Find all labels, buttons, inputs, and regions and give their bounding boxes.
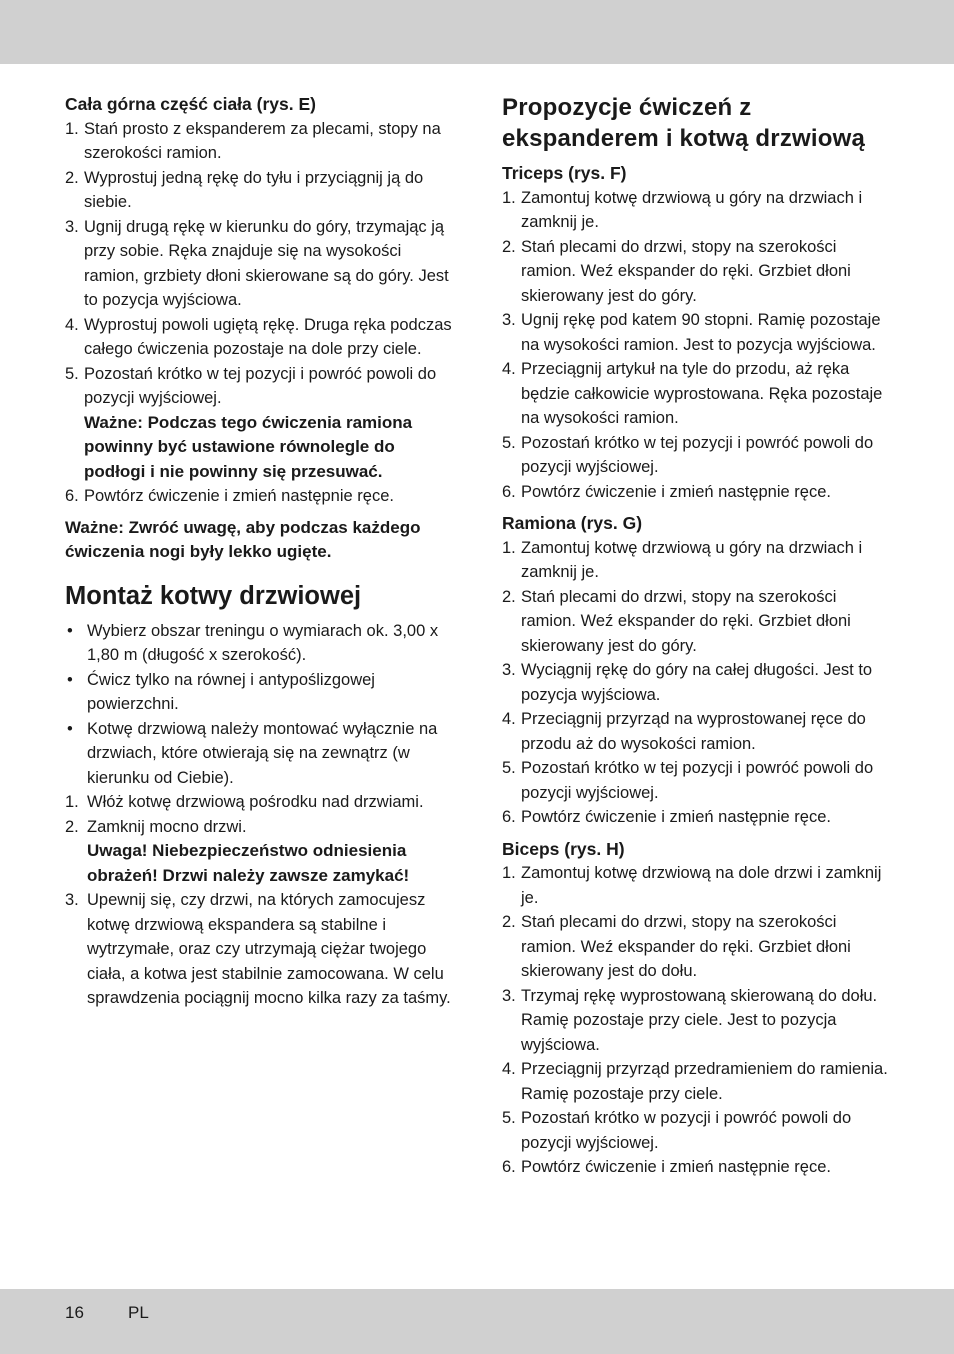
step-text: Wyprostuj jedną rękę do tyłu i przyciągnij ją do siebie. [84,168,424,211]
step-number: 6. [502,808,516,826]
list-item [65,790,452,815]
list-item [502,536,894,585]
left-column [65,92,452,1011]
bullet-item [65,668,452,717]
step-text: Stań plecami do drzwi, stopy na szerokości ramion. Weź ekspander do ręki. Grzbiet dłoni skierowany jest do góry. [521,237,851,305]
list-item [502,1057,894,1106]
step-number: 2. [502,587,516,606]
step-number: 2. [65,817,79,836]
step-number: 6. [65,487,79,505]
step-number: 3. [502,661,516,679]
list-item [502,861,894,910]
step-text: Wyprostuj powoli ugiętą rękę. Druga ręka podczas całego ćwiczenia pozostaje na dole przy ciele. [84,315,452,358]
step-number: 5. [502,433,516,452]
header-band [0,0,954,64]
list-item [65,362,452,485]
step-text: Powtórz ćwiczenie i zmień następnie ręce. [84,487,394,505]
step-warning-note: Uwaga! Niebezpieczeństwo odniesienia obrażeń! Drzwi należy zawsze zamykać! [87,841,410,885]
list-item [65,166,452,215]
step-text: Przeciągnij przyrząd na wyprostowanej ręce do przodu aż do wysokości ramion. [521,710,866,753]
list-item [502,186,894,235]
step-text: Przeciągnij artykuł na tyle do przodu, aż ręka będzie całkowicie wyprostowana. Ręka pozostaje na wysokości ramion. [521,360,883,427]
section-title-biceps: Biceps (rys. H) [502,838,625,859]
step-number: 1. [502,538,516,557]
step-number: 4. [502,1060,516,1078]
list-item [65,215,452,313]
step-text: Stań plecami do drzwi, stopy na szerokości ramion. Weź ekspander do ręki. Grzbiet dłoni skierowany jest do góry. [521,587,851,655]
step-number: 5. [502,1109,516,1127]
section-title-door-anchor: Montaż kotwy drzwiowej [65,581,362,610]
biceps-steps [502,861,894,1180]
bullet-item [65,619,452,668]
step-text: Pozostań krótko w pozycji i powróć powoli do pozycji wyjściowej. [521,1109,852,1152]
list-item [502,1155,894,1180]
bullet-text: Wybierz obszar treningu o wymiarach ok. 3,00 x 1,80 m (długość x szerokość). [87,621,439,664]
list-item [502,480,894,505]
step-number: 6. [502,1158,516,1176]
step-number: 2. [502,237,516,256]
upper-body-steps [65,117,452,509]
bullet-text: Ćwicz tylko na równej i antypoślizgowej powierzchni. [87,670,375,713]
step-text: Stań plecami do drzwi, stopy na szerokości ramion. Weź ekspander do ręki. Grzbiet dłoni skierowany jest do dołu. [521,913,851,980]
shoulders-steps [502,536,894,830]
step-text: Powtórz ćwiczenie i zmień następnie ręce. [521,482,831,501]
bullet-dot-icon: • [67,719,73,738]
step-text: Wyciągnij rękę do góry na całej długości. Jest to pozycja wyjściowa. [521,661,873,704]
step-number: 3. [502,986,516,1005]
door-anchor-bullets [65,619,452,791]
step-text: Zamontuj kotwę drzwiową u góry na drzwiach i zamknij je. [521,538,863,581]
bullet-dot-icon: • [67,670,73,689]
step-number: 6. [502,482,516,501]
section-title-triceps: Triceps (rys. F) [502,163,627,183]
bullet-item [65,717,452,791]
step-number: 4. [502,360,516,378]
step-number: 1. [65,793,79,811]
list-item [502,805,894,830]
step-text: Ugnij rękę pod katem 90 stopni. Ramię pozostaje na wysokości ramion. Jest to pozycja wyjściowa. [521,311,881,354]
step-number: 5. [65,364,79,383]
step-text: Upewnij się, czy drzwi, na których zamocujesz kotwę drzwiową ekspandera są stabilne i wytrzymałe, oraz czy utrzymają ciężar twojego ciała, a kotwa jest stabilnie zamocowana. W celu sprawdzenia pociągnij mocno kilka razy za taśmy. [87,891,451,1007]
step-text: Ugnij drugą rękę w kierunku do góry, trzymając ją przy sobie. Ręka znajduje się na wysokości ramion, grzbiety dłoni skierowane są do góry. Jest to pozycja wyjściowa. [84,217,449,309]
section-title-shoulders: Ramiona (rys. G) [502,513,643,533]
list-item [502,910,894,984]
step-text: Przeciągnij przyrząd przedramieniem do ramienia. Ramię pozostaje przy ciele. [521,1060,888,1103]
step-text: Zamontuj kotwę drzwiową na dole drzwi i zamknij je. [521,864,882,907]
list-item [502,431,894,480]
step-warning-note: Ważne: Podczas tego ćwiczenia ramiona powinny być ustawione równolegle do podłogi i nie powinny się przesuwać. [84,412,413,481]
language-code: PL [128,1303,149,1322]
legs-note: Ważne: Zwróć uwagę, aby podczas każdego ćwiczenia nogi były lekko ugięte. [65,517,421,561]
step-text: Pozostań krótko w tej pozycji i powróć powoli do pozycji wyjściowej. [521,759,874,802]
right-column [502,92,894,1180]
list-item [502,1106,894,1155]
list-item [502,357,894,431]
step-number: 4. [65,315,79,334]
step-text: Stań prosto z ekspanderem za plecami, stopy na szerokości ramion. [84,119,441,162]
section-title-upper-body: Cała górna część ciała (rys. E) [65,94,316,114]
list-item [65,888,452,1011]
bullet-dot-icon: • [67,621,73,640]
list-item [65,313,452,362]
step-number: 1. [502,864,516,882]
step-number: 1. [65,119,79,138]
step-number: 1. [502,188,516,207]
step-text: Trzymaj rękę wyprostowaną skierowaną do dołu. Ramię pozostaje przy ciele. Jest to pozycja wyjściowa. [521,986,878,1054]
list-item [502,585,894,659]
step-text: Pozostań krótko w tej pozycji i powróć powoli do pozycji wyjściowej. [84,364,437,407]
triceps-steps [502,186,894,505]
step-number: 4. [502,710,516,728]
step-text: Powtórz ćwiczenie i zmień następnie ręce. [521,1158,831,1176]
step-number: 2. [502,913,516,931]
exercise-proposals-title: Propozycje ćwiczeń z ekspanderem i kotwą drzwiową [502,94,866,152]
list-item [65,117,452,166]
step-text: Zamontuj kotwę drzwiową u góry na drzwiach i zamknij je. [521,188,863,231]
step-number: 3. [65,217,79,236]
list-item [502,658,894,707]
step-text: Zamknij mocno drzwi. [87,817,247,836]
list-item [65,815,452,889]
bullet-text: Kotwę drzwiową należy montować wyłącznie na drzwiach, które otwierają się na zewnątrz (w kierunku od Ciebie). [87,719,438,787]
list-item [502,756,894,805]
step-text: Włóż kotwę drzwiową pośrodku nad drzwiami. [87,793,424,811]
door-anchor-steps [65,790,452,1011]
step-text: Pozostań krótko w tej pozycji i powróć powoli do pozycji wyjściowej. [521,433,874,476]
list-item [65,484,452,509]
list-item [502,235,894,309]
list-item [502,308,894,357]
list-item [502,984,894,1058]
page-number: 16 [65,1303,84,1322]
step-number: 3. [65,891,79,909]
step-number: 2. [65,168,79,187]
step-number: 5. [502,759,516,777]
list-item [502,707,894,756]
step-text: Powtórz ćwiczenie i zmień następnie ręce. [521,808,831,826]
step-number: 3. [502,311,516,329]
